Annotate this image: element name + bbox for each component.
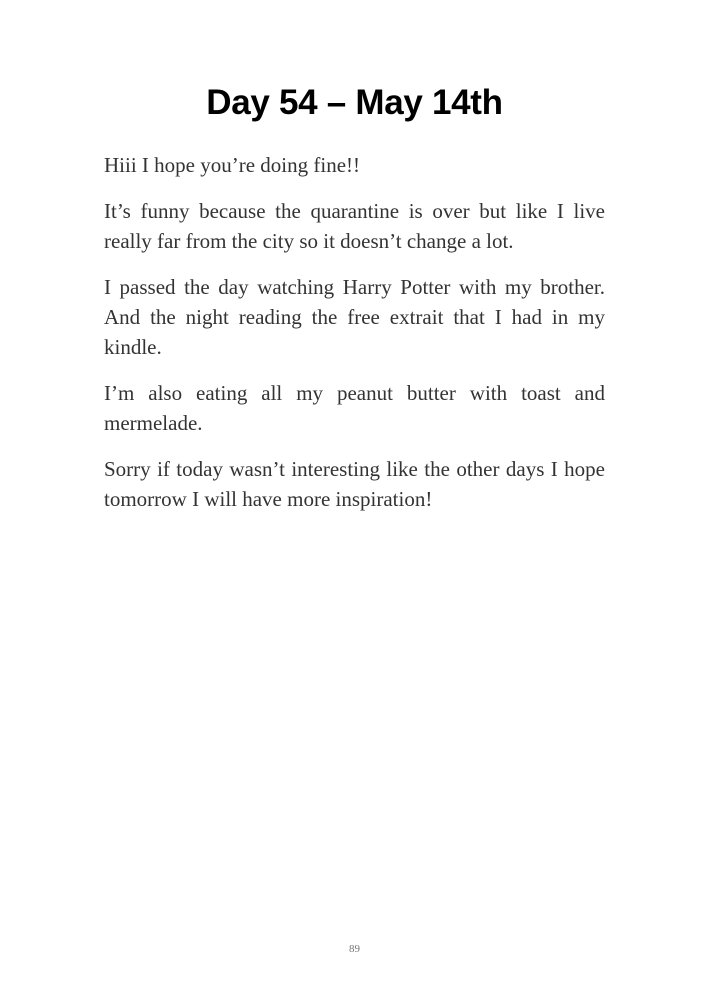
diary-entry-body <box>104 150 605 530</box>
page-title: Day 54 – May 14th <box>206 83 503 122</box>
paragraph: I’m also eating all my peanut butter with toast and mermelade. <box>104 381 605 435</box>
paragraph: Sorry if today wasn’t interesting like the other days I hope tomorrow I will have more inspiration! <box>104 457 605 511</box>
paragraph: Hiii I hope you’re doing fine!! <box>104 153 361 177</box>
paragraph: I passed the day watching Harry Potter with my brother. And the night reading the free extrait that I had in my kindle. <box>104 275 605 359</box>
page-number: 89 <box>349 943 360 955</box>
paragraph: It’s funny because the quarantine is over but like I live really far from the city so it doesn’t change a lot. <box>104 199 605 253</box>
